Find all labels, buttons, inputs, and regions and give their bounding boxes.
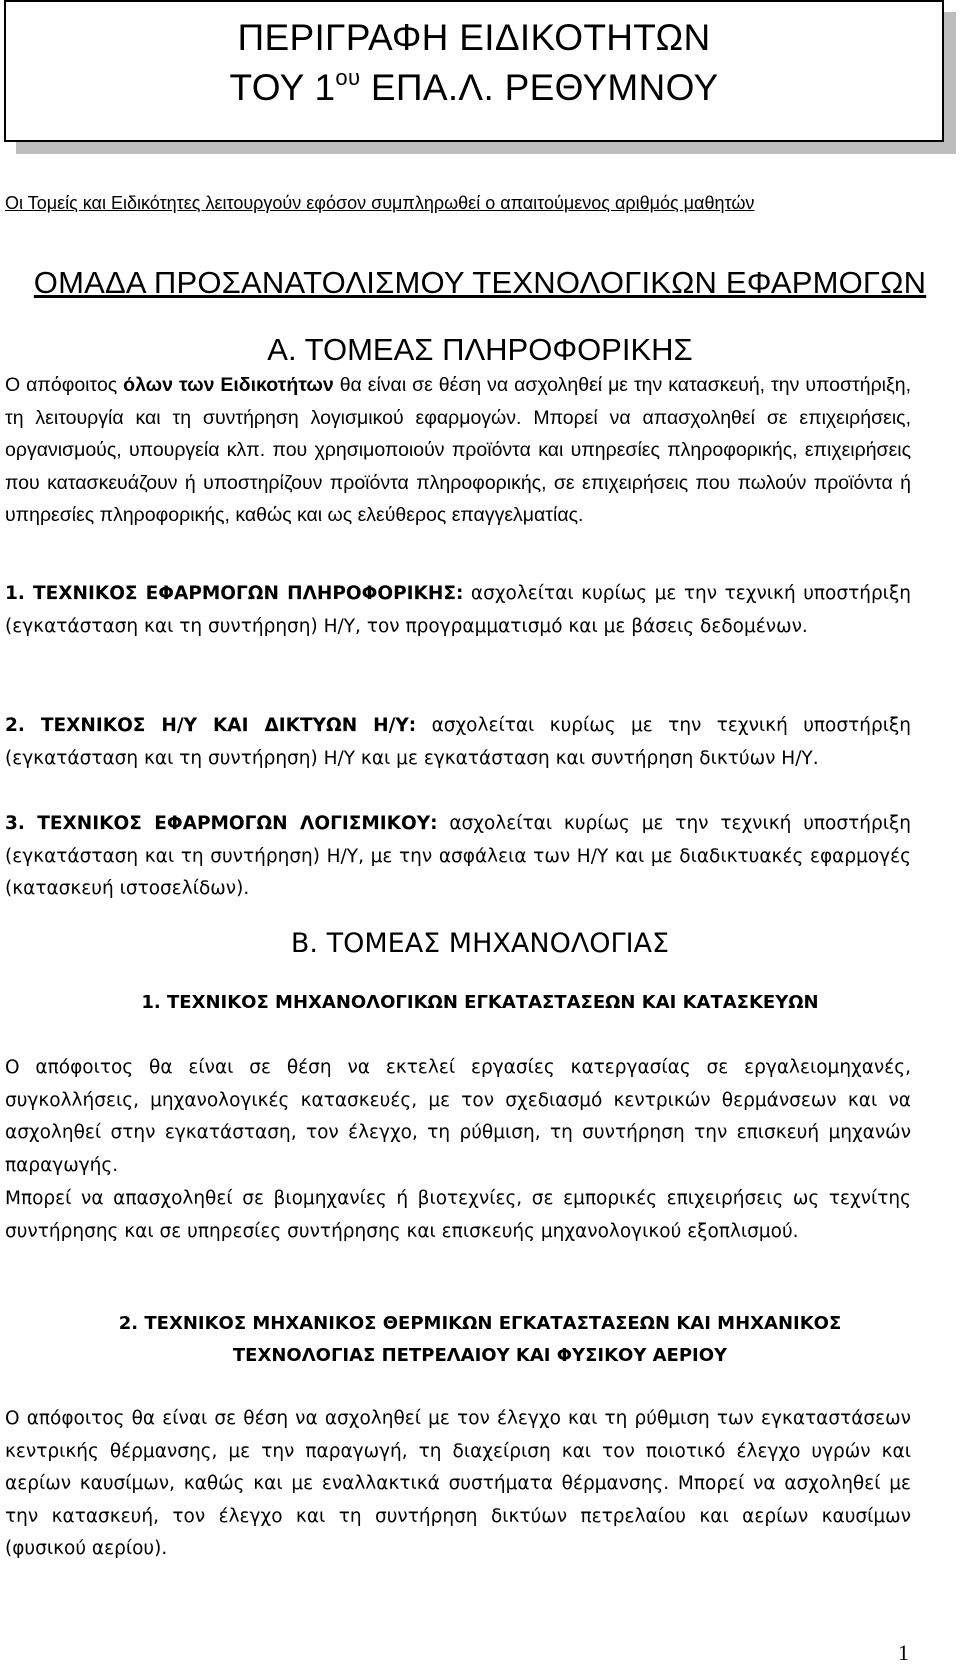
specialty-text-2: ασχολείται κυρίως με την τεχνική υποστήριξη (εγκατάσταση και τη συντήρηση) Η/Υ και με εγκατάσταση και συντήρηση δικτύων Η/Υ. (5, 715, 911, 769)
section-b-sub1-para2: Μπορεί να απασχοληθεί σε βιομηχανίες ή βιοτεχνίες, σε εμπορικές επιχειρήσεις ως τεχνίτης συντήρησης και σε υπηρεσίες συντήρησης και επισκευής μηχανολογικού εξοπλισμού. (5, 1188, 911, 1242)
section-b-title: Β. ΤΟΜΕΑΣ ΜΗΧΑΝΟΛΟΓΙΑΣ (290, 928, 670, 959)
specialty-label-3: 3. ΤΕΧΝΙΚΟΣ ΕΦΑΡΜΟΓΩΝ ΛΟΓΙΣΜΙΚΟΥ: (5, 813, 438, 834)
section-b-sub1-heading: 1. ΤΕΧΝΙΚΟΣ ΜΗΧΑΝΟΛΟΓΙΚΩΝ ΕΓΚΑΤΑΣΤΑΣΕΩΝ ΚΑΙ ΚΑΤΑΣΚΕΥΩΝ (141, 992, 819, 1013)
document-title-box (4, 0, 944, 142)
intro-bold: όλων των Ειδικοτήτων (123, 374, 334, 396)
title-superscript: ου (335, 64, 361, 90)
intro-pre: Ο απόφοιτος (5, 374, 124, 396)
page-number: 1 (898, 1640, 909, 1665)
document-title-line2 (6, 66, 942, 110)
specialty-text-3: ασχολείται κυρίως με την τεχνική υποστήριξη (εγκατάσταση και τη συντήρηση) Η/Υ, με την ασφάλεια των Η/Υ και με διαδικτυακές εφαρμογές (κατασκευή ιστοσελίδων). (5, 813, 911, 899)
specialty-text-1: ασχολείται κυρίως με την τεχνική υποστήριξη (εγκατάσταση και τη συντήρηση) Η/Υ, τον προγραμματισμό και με βάσεις δεδομένων. (5, 583, 911, 637)
group-title: ΟΜΑΔΑ ΠΡΟΣΑΝΑΤΟΛΙΣΜΟΥ ΤΕΧΝΟΛΟΓΙΚΩΝ ΕΦΑΡΜΟΓΩΝ (33, 265, 927, 300)
section-b-sub2-heading-line1: 2. ΤΕΧΝΙΚΟΣ ΜΗΧΑΝΙΚΟΣ ΘΕΡΜΙΚΩΝ ΕΓΚΑΤΑΣΤΑΣΕΩΝ ΚΑΙ ΜΗΧΑΝΙΚΟΣ (118, 1313, 842, 1334)
title-prefix: ΤΟΥ 1 (229, 67, 336, 108)
section-b-sub2-heading-line2: ΤΕΧΝΟΛΟΓΙΑΣ ΠΕΤΡΕΛΑΙΟΥ ΚΑΙ ΦΥΣΙΚΟΥ ΑΕΡΙΟΥ (232, 1345, 728, 1366)
section-a-title: Α. ΤΟΜΕΑΣ ΠΛΗΡΟΦΟΡΙΚΗΣ (267, 332, 693, 367)
section-b-sub1-para1: Ο απόφοιτος θα είναι σε θέση να εκτελεί εργασίες κατεργασίας σε εργαλειομηχανές, συγκολλήσεις, μηχανολογικές κατασκευές, με τον σχεδιασμό κεντρικών θερμάνσεων και να ασχοληθεί στην εγκατάσταση, τον έλεγχο, τη ρύθμιση, τη συντήρηση την επισκευή μηχανών παραγωγής. (5, 1057, 911, 1176)
intro-post: θα είναι σε θέση να ασχοληθεί με την κατασκευή, την υποστήριξη, τη λειτουργία και τη συντήρηση λογισμικού εφαρμογών. Μπορεί να απασχοληθεί σε επιχειρήσεις, οργανισμούς, υπουργεία κλπ. που χρησιμοποιούν προϊόντα και υπηρεσίες πληροφορικής, επιχειρήσεις που κατασκευάζουν ή υποστηρίζουν προϊόντα πληροφορικής, σε επιχειρήσεις που πωλούν προϊόντα ή υπηρεσίες πληροφορικής, καθώς και ως ελεύθερος επαγγελματίας. (5, 374, 912, 526)
section-b-sub2-para: Ο απόφοιτος θα είναι σε θέση να ασχοληθεί με τον έλεγχο και τη ρύθμιση των εγκαταστάσεων κεντρικής θέρμανσης, με την παραγωγή, τη διαχείριση και τον ποιοτικό έλεγχο υγρών και αερίων καυσίμων, καθώς και με εναλλακτικά συστήματα θέρμανσης. Μπορεί να ασχοληθεί με την κατασκευή, τον έλεγχο και τη συντήρηση δικτύων πετρελαίου και αερίων καυσίμων (φυσικού αερίου). (5, 1408, 911, 1559)
specialty-item-1 (5, 578, 911, 643)
title-suffix: ΕΠΑ.Λ. ΡΕΘΥΜΝΟΥ (360, 67, 719, 108)
specialty-label-2: 2. ΤΕΧΝΙΚΟΣ Η/Υ ΚΑΙ ΔΙΚΤΥΩΝ Η/Υ: (5, 715, 417, 736)
document-title-line1: ΠΕΡΙΓΡΑΦΗ ΕΙΔΙΚΟΤΗΤΩΝ (237, 17, 711, 58)
specialty-label-1: 1. ΤΕΧΝΙΚΟΣ ΕΦΑΡΜΟΓΩΝ ΠΛΗΡΟΦΟΡΙΚΗΣ: (5, 583, 464, 604)
specialty-item-3 (5, 808, 911, 906)
section-a-intro (5, 369, 911, 532)
availability-notice: Οι Τομείς και Ειδικότητες λειτουργούν εφόσον συμπληρωθεί ο απαιτούμενος αριθμός μαθητών (5, 193, 755, 213)
specialty-item-2 (5, 710, 911, 775)
